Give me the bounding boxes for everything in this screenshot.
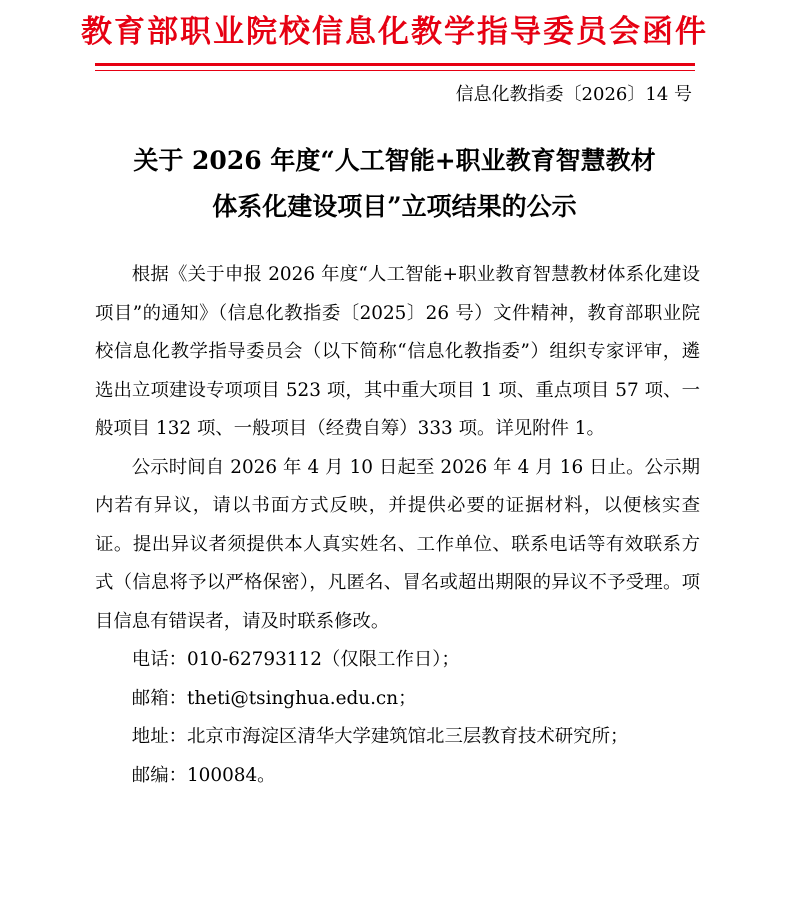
- contact-phone: 电话：010-62793112（仅限工作日）；: [131, 649, 460, 670]
- paragraph-basis: 根据《关于申报 2026 年度“人工智能+职业教育智慧教材体系化建设项目”的通知》（信息化教指委〔2025〕26 号）文件精神，教育部职业院校信息化教学指导委员会（以下简称“信息化教指委”）组织专家评审，遴选出立项建设专项项目 523 项，其中重大项目 1 项、重点项目 57 项、一般项目 132 项、一般项目（经费自筹）333 项。详见附件 1。: [95, 264, 700, 439]
- document-number: 信息化教指委〔2026〕14 号: [455, 84, 692, 105]
- masthead-rule-thick: [95, 63, 695, 66]
- masthead-rule-thin: [95, 70, 695, 71]
- contact-email: 邮箱：theti@tsinghua.edu.cn；: [131, 687, 417, 709]
- contact-postcode: 邮编：100084。: [131, 764, 276, 786]
- document-body: [95, 256, 700, 795]
- contact-address: 地址：北京市海淀区清华大学建筑馆北三层教育技术研究所；: [131, 726, 629, 747]
- masthead-title: 教育部职业院校信息化教学指导委员会函件: [81, 14, 708, 50]
- document-title: [60, 138, 729, 230]
- paragraph-publicity: 公示时间自 2026 年 4 月 10 日起至 2026 年 4 月 16 日止。公示期内若有异议，请以书面方式反映，并提供必要的证据材料，以便核实查证。提出异议者须提供本人真实姓名、工作单位、联系电话等有效联系方式（信息将予以严格保密），凡匿名、冒名或超出期限的异议不予受理。项目信息有错误者，请及时联系修改。: [95, 456, 700, 632]
- title-line-1: 关于 2026 年度“人工智能+职业教育智慧教材: [133, 146, 656, 175]
- title-line-2: 体系化建设项目”立项结果的公示: [212, 192, 577, 221]
